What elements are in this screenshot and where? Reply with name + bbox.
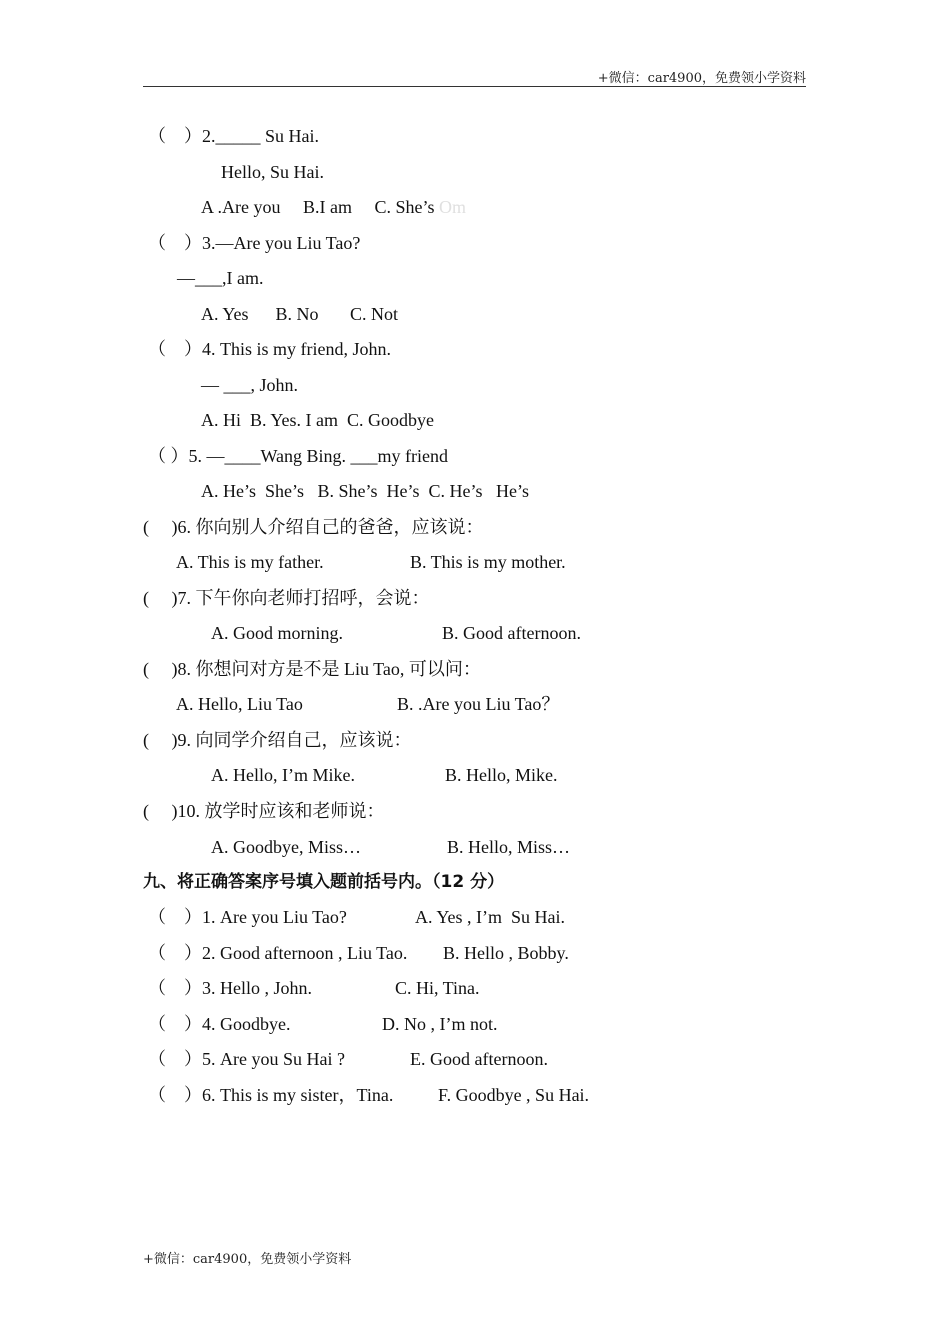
q2-options — [201, 196, 466, 218]
q6-stem: ( )6. 你向别人介绍自己的爸爸，应该说： — [143, 517, 484, 537]
q7-option-a: A. Good morning. — [211, 623, 343, 643]
match-answer-e: E. Good afternoon. — [410, 1049, 548, 1069]
q5-options: A. He’s She’s B. She’s He’s C. He’s He’s — [201, 481, 529, 501]
q2-options-text: A .Are you B.I am C. She’s — [201, 197, 435, 217]
match-question-4: （ ）4. Goodbye. — [148, 1014, 291, 1034]
q10-option-a: A. Goodbye, Miss… — [211, 837, 362, 857]
match-answer-b: B. Hello , Bobby. — [443, 943, 569, 963]
match-answer-f: F. Goodbye , Su Hai. — [438, 1085, 590, 1105]
match-question-1: （ ）1. Are you Liu Tao? — [148, 907, 347, 927]
q3-options: A. Yes B. No C. Not — [201, 304, 399, 324]
q8-option-a: A. Hello, Liu Tao — [176, 694, 303, 714]
section-9-heading: 九、将正确答案序号填入题前括号内。（12 分） — [143, 872, 505, 892]
q4-options: A. Hi B. Yes. I am C. Goodbye — [201, 410, 435, 430]
match-question-6: （ ）6. This is my sister，Tina. — [148, 1085, 394, 1105]
header-text: +微信：car4900，免费领小学资料 — [597, 71, 806, 86]
q10-option-b: B. Hello, Miss… — [447, 837, 571, 857]
q4-stem: （ ）4. This is my friend, John. — [148, 339, 391, 359]
match-answer-a: A. Yes , I’m Su Hai. — [415, 907, 566, 927]
match-question-5: （ ）5. Are you Su Hai ? — [148, 1049, 345, 1069]
q2-reply: Hello, Su Hai. — [221, 162, 324, 182]
match-answer-d: D. No , I’m not. — [382, 1014, 498, 1034]
q6-option-a: A. This is my father. — [176, 552, 324, 572]
q3-stem: （ ）3.—Are you Liu Tao? — [148, 233, 361, 253]
q8-stem: ( )8. 你想问对方是不是 Liu Tao, 可以问： — [143, 659, 481, 679]
page-header — [143, 66, 806, 87]
page-footer: +微信：car4900，免费领小学资料 — [143, 1252, 352, 1267]
match-question-2: （ ）2. Good afternoon , Liu Tao. — [148, 943, 408, 963]
q2-stem: （ ）2._____ Su Hai. — [148, 126, 319, 146]
q4-reply: — ___, John. — [201, 375, 299, 395]
q7-option-b: B. Good afternoon. — [442, 623, 581, 643]
q9-option-b: B. Hello, Mike. — [445, 765, 558, 785]
q8-option-b: B. .Are you Liu Tao？ — [397, 694, 560, 714]
q9-option-a: A. Hello, I’m Mike. — [211, 765, 355, 785]
q7-stem: ( )7. 下午你向老师打招呼，会说： — [143, 588, 430, 608]
q5-stem: （ ）5. —____Wang Bing. ___my friend — [148, 446, 449, 466]
q10-stem: ( )10. 放学时应该和老师说： — [143, 801, 385, 821]
q3-reply: —___,I am. — [177, 268, 264, 288]
match-question-3: （ ）3. Hello , John. — [148, 978, 312, 998]
match-answer-c: C. Hi, Tina. — [395, 978, 480, 998]
q6-option-b: B. This is my mother. — [410, 552, 566, 572]
q2-faint-mark: Om — [439, 197, 466, 217]
q9-stem: ( )9. 向同学介绍自己，应该说： — [143, 730, 412, 750]
